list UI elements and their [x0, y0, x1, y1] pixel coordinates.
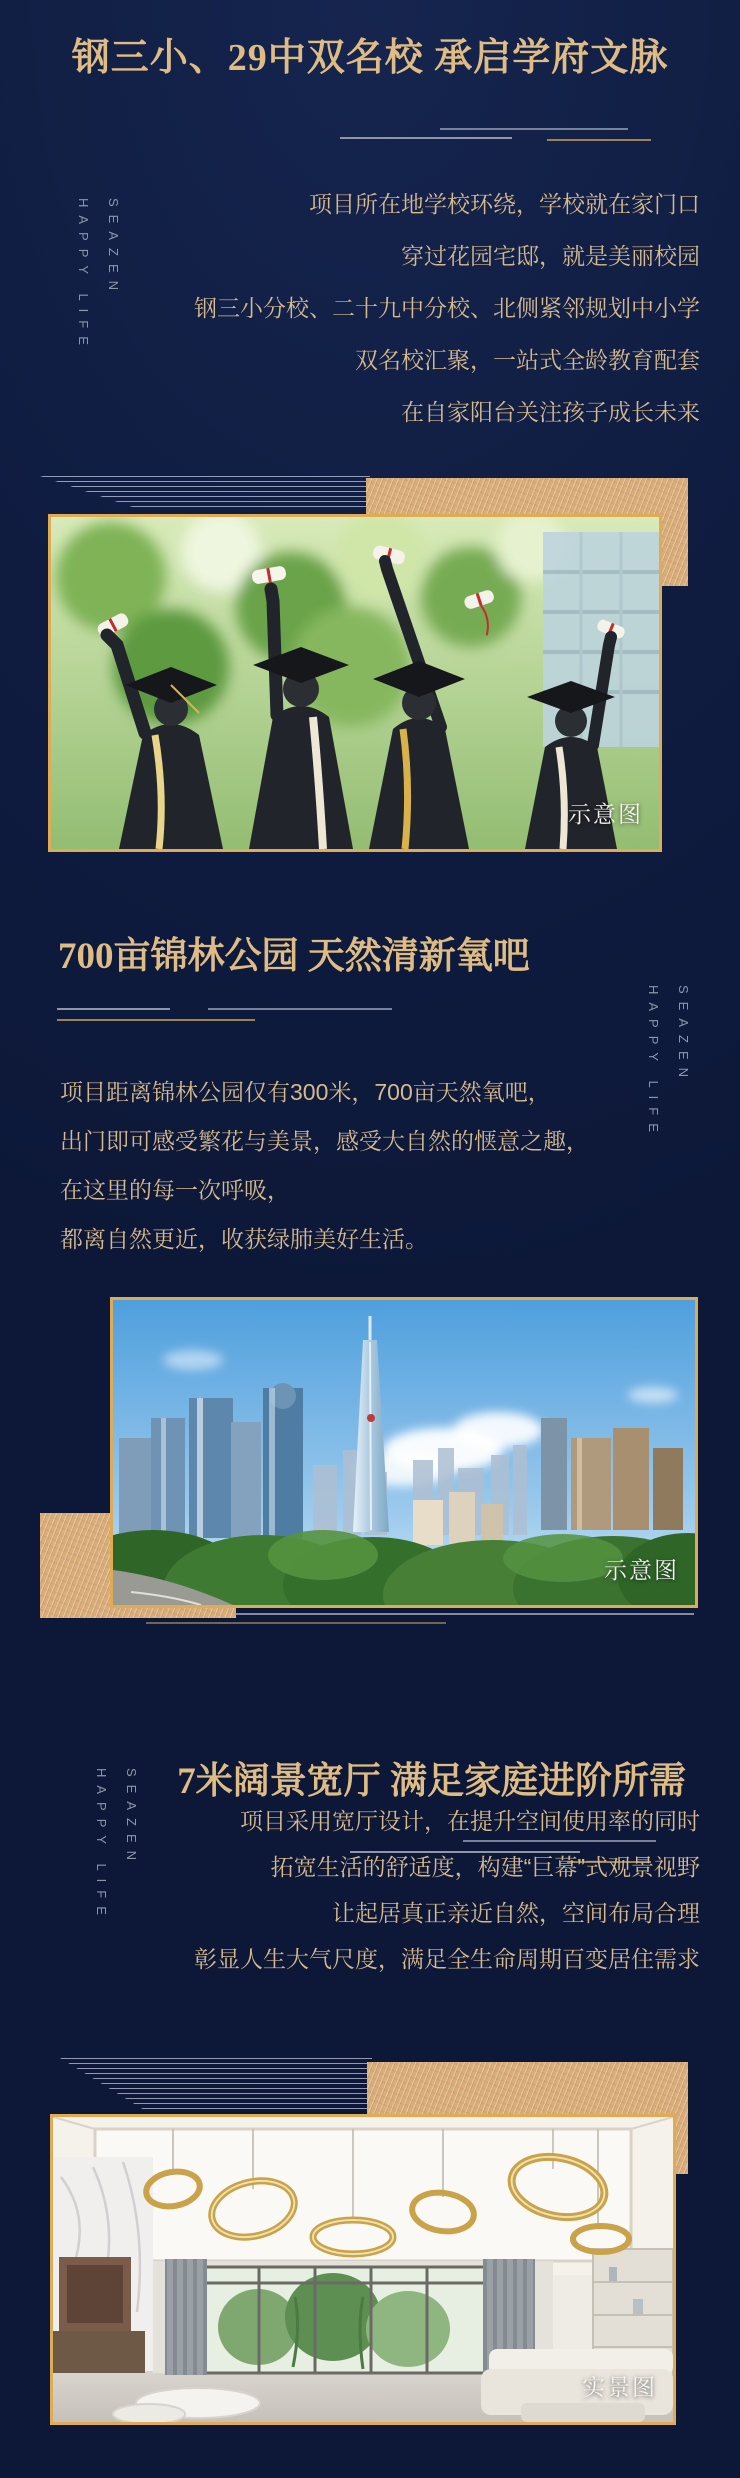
brand-seazen-vertical: SEAZEN	[124, 1768, 139, 1869]
section-living-title: 7米阔景宽厅 满足家庭进阶所需	[177, 1761, 686, 1802]
deco-line	[146, 1622, 446, 1624]
section-education-title: 钢三小、29中双名校 承启学府文脉	[71, 37, 669, 79]
city-skyline-photo	[110, 1297, 698, 1608]
brand-seazen-vertical: SEAZEN	[676, 985, 691, 1086]
paragraph-line: 都离自然更近，收获绿肺美好生活。	[60, 1226, 428, 1252]
paragraph-line: 在这里的每一次呼吸，	[60, 1177, 290, 1203]
deco-stripes	[40, 476, 370, 507]
deco-line	[208, 1008, 392, 1010]
section-park-paragraph	[60, 1068, 589, 1264]
photo-label: 示意图	[604, 1557, 679, 1583]
deco-line	[57, 1008, 170, 1010]
brand-happy-life-vertical: HAPPY LIFE	[76, 198, 91, 353]
paragraph-line: 让起居真正亲近自然，空间布局合理	[332, 1900, 700, 1926]
paragraph-line: 项目所在地学校环绕，学校就在家门口	[309, 191, 700, 217]
deco-stripes	[60, 2058, 372, 2112]
deco-line	[440, 128, 628, 130]
paragraph-line: 项目采用宽厅设计，在提升空间使用率的同时	[240, 1808, 700, 1834]
section-park-title: 700亩锦林公园 天然清新氧吧	[58, 936, 530, 977]
living-room-illustration	[53, 2117, 673, 2422]
paragraph-line: 项目距离锦林公园仅有300米，700亩天然氧吧，	[60, 1079, 551, 1105]
section-living-paragraph	[194, 1798, 700, 1982]
graduates-photo	[48, 514, 662, 852]
brand-happy-life-vertical: HAPPY LIFE	[646, 985, 661, 1140]
deco-line	[340, 137, 512, 139]
paragraph-line: 双名校汇聚，一站式全龄教育配套	[355, 347, 700, 373]
paragraph-line: 穿过花园宅邸，就是美丽校园	[401, 243, 700, 269]
paragraph-line: 钢三小分校、二十九中分校、北侧紧邻规划中小学	[194, 295, 700, 321]
deco-line	[547, 139, 651, 141]
paragraph-line: 出门即可感受繁花与美景，感受大自然的惬意之趣，	[60, 1128, 589, 1154]
photo-label: 实景图	[582, 2374, 657, 2400]
paragraph-line: 彰显人生大气尺度，满足全生命周期百变居住需求	[194, 1946, 700, 1972]
section-education-paragraph	[194, 178, 700, 438]
paragraph-line: 在自家阳台关注孩子成长未来	[401, 399, 700, 425]
brand-seazen-vertical: SEAZEN	[106, 198, 121, 299]
living-room-photo	[50, 2114, 676, 2425]
brand-happy-life-vertical: HAPPY LIFE	[94, 1768, 109, 1923]
deco-line	[57, 1019, 255, 1021]
photo-label: 示意图	[568, 801, 643, 827]
paragraph-line: 拓宽生活的舒适度，构建“巨幕”式观景视野	[270, 1854, 700, 1880]
